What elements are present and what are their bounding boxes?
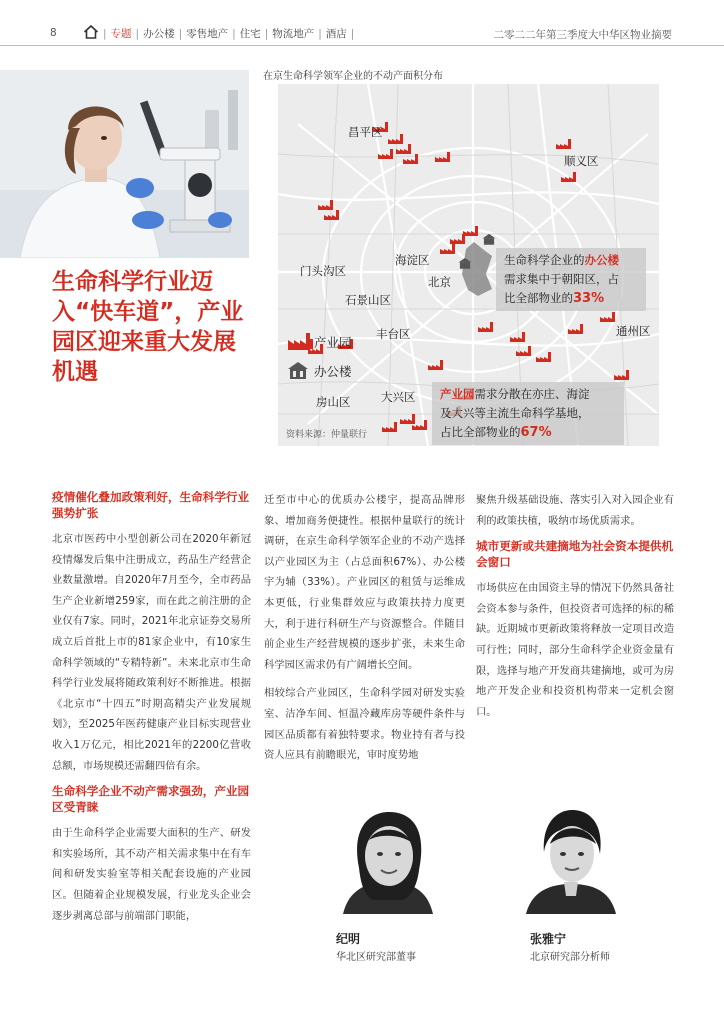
callout-office-highlight: 办公楼 (584, 253, 619, 267)
factory-icon (568, 324, 583, 334)
callout-park-line2: 及大兴等主流生命科学基地， (440, 406, 590, 420)
legend-label-office: 办公楼 (314, 364, 352, 379)
life-science-map (278, 84, 659, 446)
factory-icon (428, 360, 443, 370)
callout-office-line2: 需求集中于朝阳区，占 (504, 272, 619, 286)
office-building-icon (482, 232, 496, 246)
page-header (0, 22, 724, 46)
factory-icon (403, 154, 418, 164)
factory-icon (600, 312, 615, 322)
callout-office-pre: 生命科学企业的 (504, 253, 585, 267)
section-nav (103, 26, 354, 41)
body-paragraph: 北京市医药中小型创新公司在2020年新冠疫情爆发后集中注册成立，药品生产经营企业数量激增。自2020年7月至今，全市药品生产企业新增259家，而在此之前注册的企业仅有7家。同时，2021年北京证券交易所成立后首批上市的81家企业中，有10家生命科学领域的“专精特新”。未来北京市生命科学行业发展将随政策利好不断推进。根据《北京市“十四五”时期高精尖产业发展规划》，至2025年医药健康产业目标实现营业收入1万亿元，相比2021年的2200亿营收总额，市场规模还需翻四倍有余。 (52, 533, 251, 772)
author-name: 张雅宁 (530, 932, 567, 946)
district-label-fengtai: 丰台区 (376, 327, 411, 341)
factory-icon (287, 331, 311, 351)
nav-item-hotel[interactable]: 酒店 (325, 28, 347, 40)
page-number: 8 (50, 27, 57, 39)
nav-item-office[interactable]: 办公楼 (143, 28, 175, 40)
office-building-icon (458, 256, 472, 270)
callout-park-line1: 需求分散在亦庄、海淀 (474, 387, 590, 401)
district-label-mentougou: 门头沟区 (300, 264, 346, 278)
factory-icon (561, 172, 576, 182)
body-paragraph: 由于生命科学企业需要大面积的生产、研发和实验场所，其不动产相关需求集中在有车间和研发实验室等相关配套设施的产业园区。但随着企业规模发展，行业龙头企业会逐步剥离总部与前端部门职能， (52, 827, 251, 922)
body-paragraph: 市场供应在由国资主导的情况下仍然具备社会资本参与条件，但投资者可选择的标的稀缺。近期城市更新政策将释放一定项目改造可行性；同时，部分生命科学企业资金量有限，选择与地产开发商共建摘地，或可为房地产开发企业和投资机构带来一定机会窗口。 (476, 582, 674, 718)
body-paragraph: 聚焦升级基础设施、落实引入对入园企业有利的政策扶植，吸纳市场优质需求。 (476, 494, 674, 527)
body-paragraph: 相较综合产业园区，生命科学园对研发实验室、洁净车间、恒温冷藏库房等硬件条件与园区品质都有着独特要求。物业持有者与投资人应具有前瞻眼光，审时度势地 (264, 687, 465, 762)
factory-icon (378, 149, 393, 159)
factory-icon (400, 414, 415, 424)
map-source: 资料来源：仲量联行 (286, 430, 368, 440)
nav-item-residential[interactable]: 住宅 (239, 28, 261, 40)
district-label-shijingshan: 石景山区 (345, 293, 391, 307)
author-name: 纪明 (336, 932, 361, 946)
nav-separator: | (232, 27, 236, 40)
section-heading: 疫情催化叠加政策利好，生命科学行业强势扩张 (52, 490, 250, 520)
office-building-icon (287, 360, 309, 380)
nav-item-retail[interactable]: 零售地产 (186, 28, 229, 40)
section-heading: 城市更新或共建摘地为社会资本提供机会窗口 (476, 539, 674, 569)
callout-park-highlight: 产业园 (440, 387, 475, 401)
factory-icon (536, 352, 551, 362)
map-caption: 在京生命科学领军企业的不动产面积分布 (263, 71, 443, 82)
author-photo-ji-ming (329, 808, 447, 914)
nav-separator: | (135, 27, 140, 40)
district-label-changping: 昌平区 (348, 125, 383, 139)
lab-scientist-photo (0, 70, 249, 258)
home-icon[interactable] (83, 24, 99, 40)
body-paragraph: 迁至市中心的优质办公楼宇，提高品牌形象、增加商务便捷性。根据仲量联行的统计调研，在京生命科学领军企业的不动产选择以产业园区为主（占总面积67%）、办公楼宇为辅（33%）。产业园区的租赁与运维成本更低，行业集群效应与政策扶持力度更大，利于进行科研生产与资源整合。伴随目前企业生产经营规模的逐步扩张，未来生命科学园区需求仍有广阔增长空间。 (264, 494, 465, 671)
district-label-haidian: 海淀区 (395, 253, 430, 267)
text-column-1 (52, 490, 251, 934)
factory-icon (516, 346, 531, 356)
callout-office-demand (496, 248, 646, 311)
factory-icon (478, 322, 493, 332)
factory-icon (318, 200, 333, 210)
callout-park-demand (432, 382, 624, 445)
header-divider (0, 45, 724, 46)
section-heading: 生命科学企业不动产需求强劲，产业园区受青睐 (52, 784, 250, 814)
factory-icon (463, 226, 478, 236)
legend-label-park: 产业园 (314, 335, 352, 350)
factory-icon (440, 244, 455, 254)
nav-separator: | (178, 27, 183, 40)
factory-icon (510, 332, 525, 342)
callout-park-line3: 占比全部物业的 (440, 425, 521, 439)
text-column-2 (264, 490, 465, 774)
factory-icon (382, 422, 397, 432)
district-label-beijing: 北京 (428, 275, 451, 289)
nav-item-feature[interactable]: 专题 (110, 28, 132, 40)
callout-office-line3: 比全部物业的 (504, 291, 573, 305)
nav-separator: | (318, 27, 322, 40)
factory-icon (450, 234, 465, 244)
nav-item-logistics[interactable]: 物流地产 (272, 28, 315, 40)
factory-icon (396, 144, 411, 154)
factory-icon (388, 134, 403, 144)
text-column-3 (476, 490, 674, 730)
article-headline: 生命科学行业迈入“快车道”，产业园区迎来重大发展机遇 (52, 269, 244, 385)
author-photo-zhang-yaning (512, 808, 630, 914)
nav-separator: | (103, 27, 107, 40)
factory-icon (556, 139, 571, 149)
district-label-tongzhou: 通州区 (616, 324, 651, 338)
nav-separator: | (264, 27, 269, 40)
callout-park-percent: 67% (520, 425, 552, 440)
district-label-daxing: 大兴区 (381, 390, 416, 404)
factory-icon (324, 210, 339, 220)
callout-office-percent: 33% (573, 291, 605, 306)
factory-icon (435, 152, 450, 162)
author-title: 华北区研究部董事 (336, 952, 416, 963)
district-label-shunyi: 顺义区 (564, 154, 599, 168)
author-title: 北京研究部分析师 (530, 952, 610, 963)
nav-separator: | (350, 27, 355, 40)
factory-icon (614, 370, 629, 380)
district-label-fangshan: 房山区 (316, 395, 351, 409)
report-title: 二零二二年第三季度大中华区物业摘要 (493, 29, 672, 41)
